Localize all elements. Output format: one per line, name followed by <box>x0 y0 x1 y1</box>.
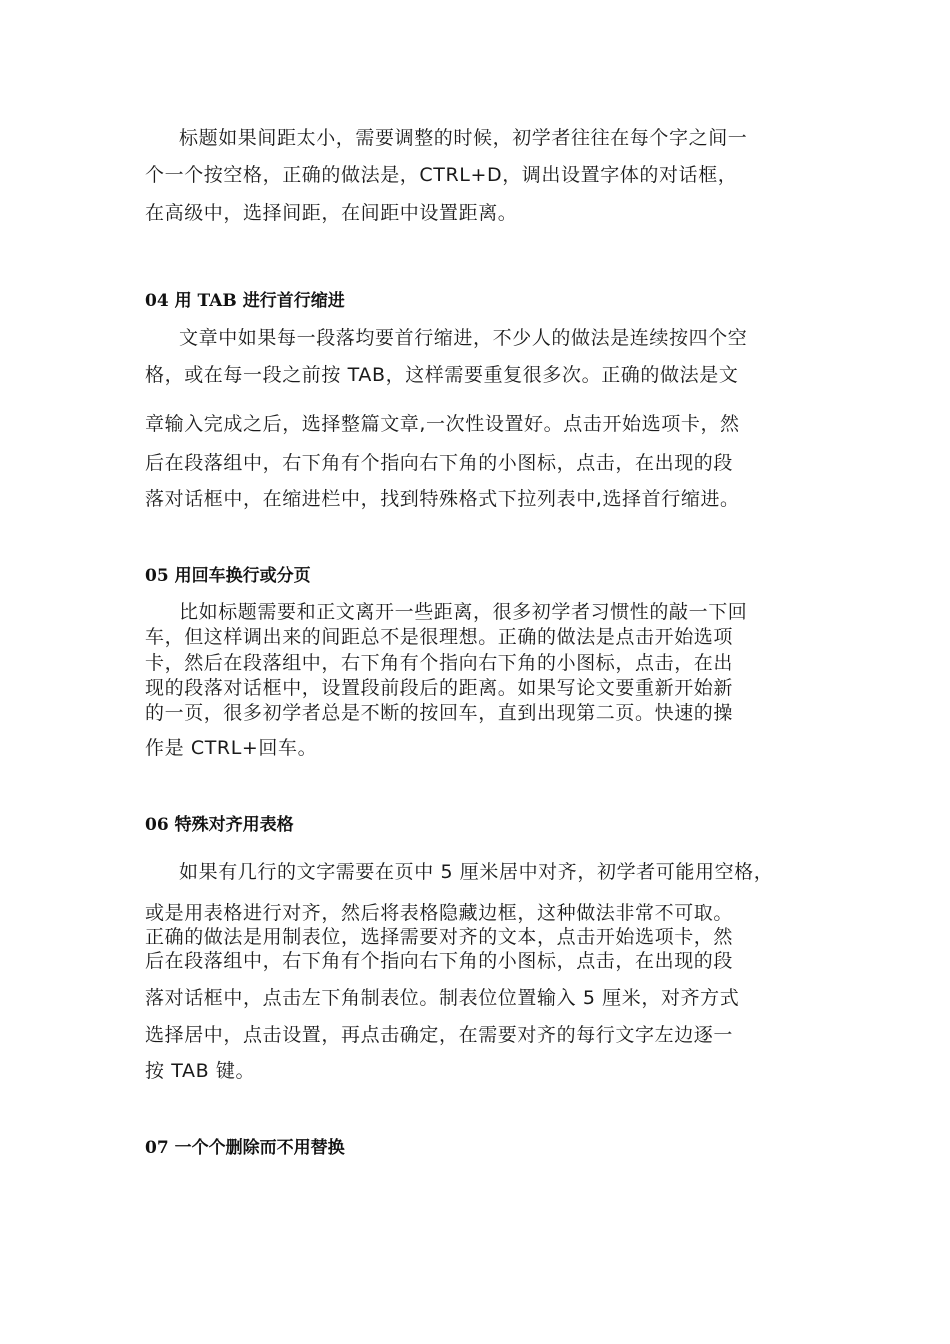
paragraph-line: 选择居中，点击设置，再点击确定，在需要对齐的每行文字左边逐一 <box>145 1024 734 1046</box>
paragraph-line: 如果有几行的文字需要在页中 5 厘米居中对齐，初学者可能用空格， <box>179 861 774 883</box>
section-heading: 06 特殊对齐用表格 <box>145 815 294 835</box>
paragraph-line: 按 TAB 键。 <box>145 1060 256 1082</box>
paragraph-line: 在高级中，选择间距，在间距中设置距离。 <box>145 202 518 224</box>
paragraph-line: 卡，然后在段落组中，右下角有个指向右下角的小图标，点击，在出 <box>145 652 734 674</box>
paragraph-line: 落对话框中，点击左下角制表位。制表位位置输入 5 厘米，对齐方式 <box>145 987 740 1009</box>
paragraph-line: 或是用表格进行对齐，然后将表格隐藏边框，这种做法非常不可取。 <box>145 902 734 924</box>
paragraph-line: 章输入完成之后，选择整篇文章,一次性设置好。点击开始选项卡，然 <box>145 413 740 435</box>
paragraph-line: 个一个按空格，正确的做法是，CTRL+D，调出设置字体的对话框， <box>145 164 738 186</box>
paragraph-line: 后在段落组中，右下角有个指向右下角的小图标，点击，在出现的段 <box>145 950 734 972</box>
paragraph-line: 的一页，很多初学者总是不断的按回车，直到出现第二页。快速的操 <box>145 702 734 724</box>
section-heading: 07 一个个删除而不用替换 <box>145 1138 345 1158</box>
section-heading: 04 用 TAB 进行首行缩进 <box>145 291 345 311</box>
paragraph-line: 后在段落组中，右下角有个指向右下角的小图标，点击，在出现的段 <box>145 452 734 474</box>
paragraph-line: 格，或在每一段之前按 TAB，这样需要重复很多次。正确的做法是文 <box>145 364 739 386</box>
paragraph-line: 落对话框中，在缩进栏中，找到特殊格式下拉列表中,选择首行缩进。 <box>145 488 740 510</box>
paragraph-line: 文章中如果每一段落均要首行缩进，不少人的做法是连续按四个空 <box>179 327 748 349</box>
paragraph-line: 车，但这样调出来的间距总不是很理想。正确的做法是点击开始选项 <box>145 626 734 648</box>
paragraph-line: 标题如果间距太小，需要调整的时候，初学者往往在每个字之间一 <box>179 127 748 149</box>
paragraph-line: 正确的做法是用制表位，选择需要对齐的文本，点击开始选项卡，然 <box>145 926 734 948</box>
paragraph-line: 现的段落对话框中，设置段前段后的距离。如果写论文要重新开始新 <box>145 677 734 699</box>
paragraph-line: 作是 CTRL+回车。 <box>145 737 318 759</box>
section-heading: 05 用回车换行或分页 <box>145 566 311 586</box>
paragraph-line: 比如标题需要和正文离开一些距离，很多初学者习惯性的敲一下回 <box>179 601 748 623</box>
